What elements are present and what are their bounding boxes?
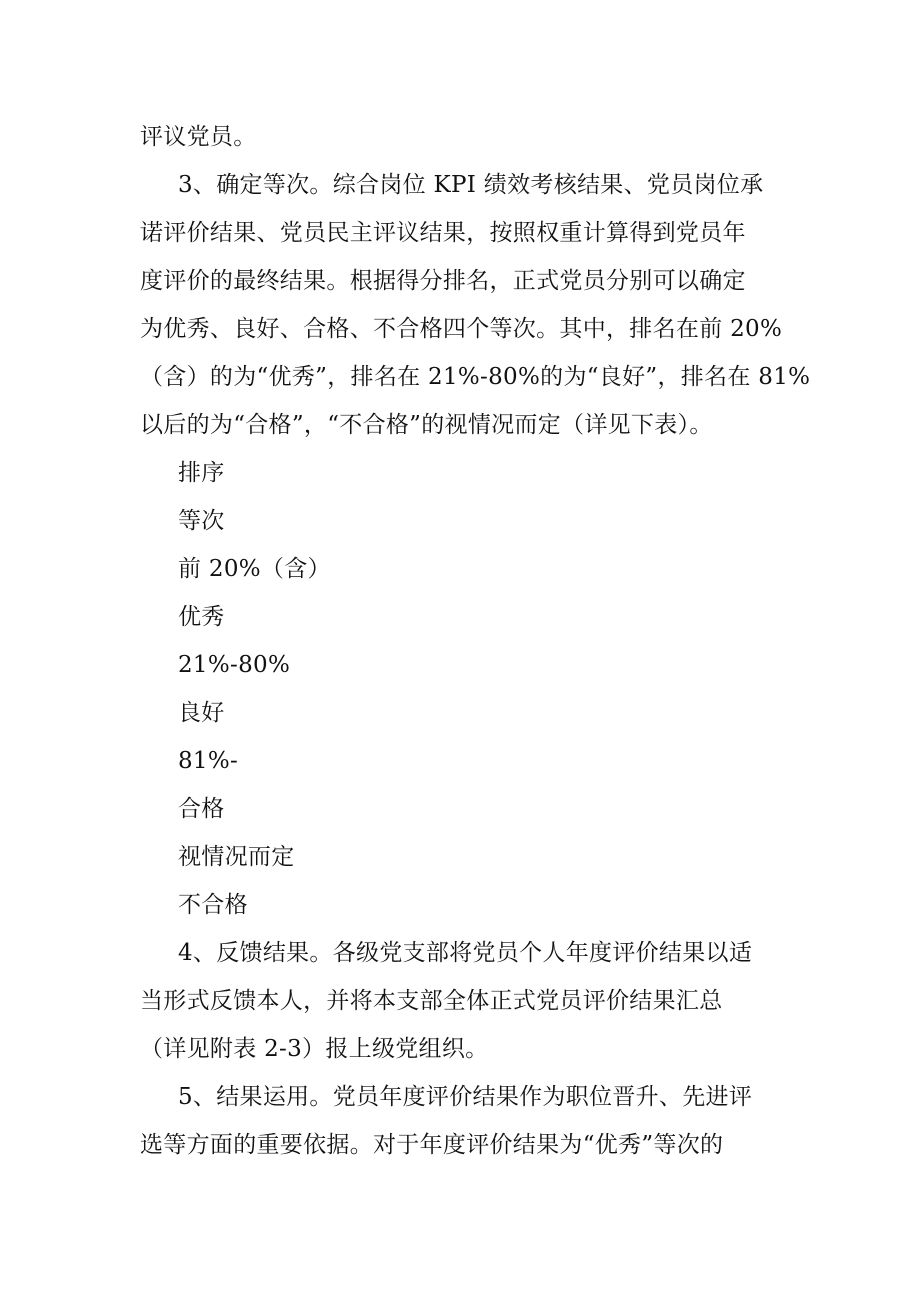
paragraph-line: 选等方面的重要依据。对于年度评价结果为“优秀”等次的 [140, 1132, 724, 1158]
paragraph-line: 3、确定等次。综合岗位 KPI 绩效考核结果、党员岗位承 [178, 172, 764, 198]
table-cell: 不合格 [178, 892, 248, 918]
table-cell: 视情况而定 [178, 844, 295, 870]
paragraph-line: 当形式反馈本人，并将本支部全体正式党员评价结果汇总 [140, 988, 723, 1014]
table-cell: 优秀 [178, 604, 225, 630]
paragraph-line: 为优秀、良好、合格、不合格四个等次。其中，排名在前 20% [140, 316, 783, 342]
table-cell: 合格 [178, 796, 225, 822]
paragraph-line: 评议党员。 [140, 124, 257, 150]
paragraph-line: 诺评价结果、党员民主评议结果，按照权重计算得到党员年 [140, 220, 746, 246]
paragraph-line: 4、反馈结果。各级党支部将党员个人年度评价结果以适 [178, 940, 753, 966]
table-cell: 21%-80% [178, 652, 291, 678]
table-cell: 81%- [178, 748, 239, 774]
paragraph-line: 5、结果运用。党员年度评价结果作为职位晋升、先进评 [178, 1084, 753, 1110]
table-cell: 排序 [178, 460, 225, 486]
table-cell: 良好 [178, 700, 225, 726]
paragraph-line: 度评价的最终结果。根据得分排名，正式党员分别可以确定 [140, 268, 746, 294]
table-cell: 前 20%（含） [178, 556, 331, 582]
table-cell: 等次 [178, 508, 225, 534]
paragraph-line: （详见附表 2-3）报上级党组织。 [140, 1036, 489, 1062]
paragraph-line: 以后的为“合格”，“不合格”的视情况而定（详见下表）。 [140, 412, 713, 438]
paragraph-line: （含）的为“优秀”，排名在 21%-80%的为“良好”，排名在 81% [140, 364, 811, 390]
